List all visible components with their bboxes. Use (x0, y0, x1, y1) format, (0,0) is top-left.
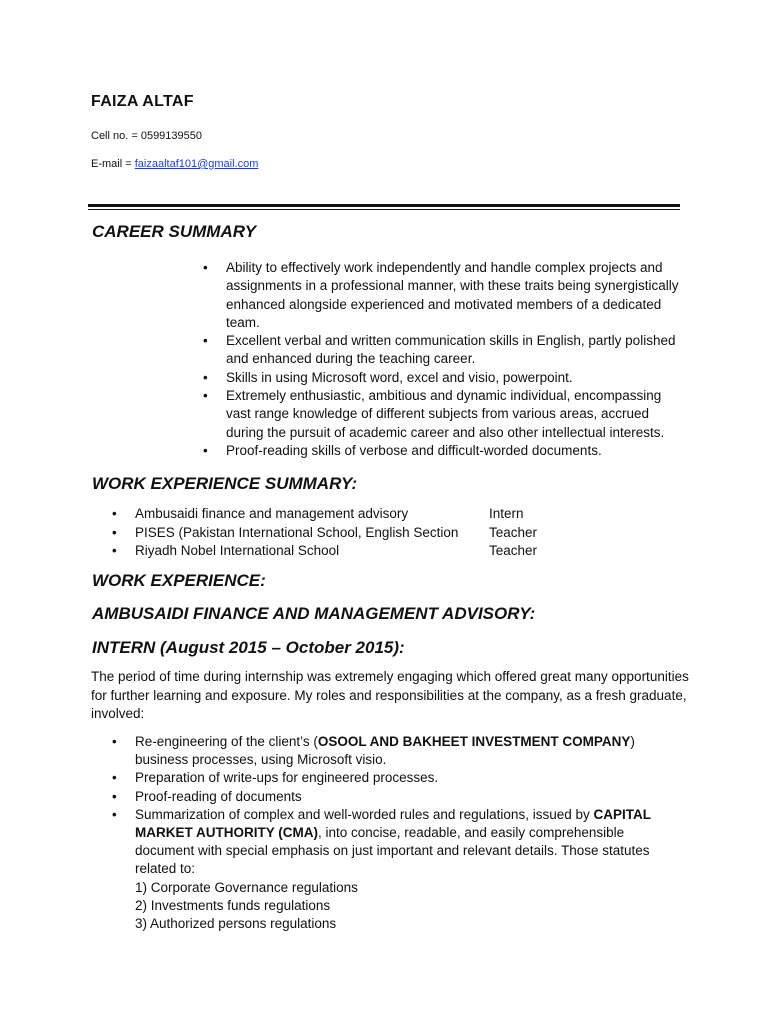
duty-text: Summarization of complex and well-worded rules and regulations, issued by (135, 806, 594, 822)
divider-thin (88, 209, 680, 210)
list-item: • Skills in using Microsoft word, excel and visio, powerpoint. (203, 369, 683, 387)
career-summary-heading: CAREER SUMMARY (92, 222, 257, 241)
organization: Ambusaidi finance and management advisory (135, 506, 409, 521)
candidate-name: FAIZA ALTAF (91, 93, 194, 110)
email-line (91, 158, 258, 170)
bullet: • (112, 543, 117, 558)
regulation-item: 2) Investments funds regulations (135, 897, 331, 913)
email-link[interactable]: faizaaltaf101@gmail.com (134, 158, 259, 170)
duty-text: ) business processes, using Microsoft visio. (135, 734, 635, 768)
work-experience-summary-heading: WORK EXPERIENCE SUMMARY: (92, 474, 358, 493)
list-item: • Extremely enthusiastic, ambitious and dynamic individual, encompassing vast range knowledge of different subjects from various areas, accrued during the pursuit of academic career and also other intellectual interests. (203, 387, 683, 442)
divider-thick (88, 204, 680, 207)
work-summary-list (112, 505, 572, 561)
work-summary-row (112, 505, 572, 524)
authority-name: CAPITAL MARKET AUTHORITY (CMA) (135, 806, 651, 841)
role: Intern (489, 506, 524, 521)
company-heading: AMBUSAIDI FINANCE AND MANAGEMENT ADVISORY: (92, 604, 536, 623)
list-item: • Proof-reading of documents (112, 788, 677, 806)
list-item (112, 806, 677, 933)
career-summary-list (203, 259, 683, 460)
list-item (112, 733, 677, 769)
cell-number: Cell no. = 0599139550 (91, 130, 203, 142)
work-summary-row (112, 542, 572, 561)
client-name: OSOOL AND BAKHEET INVESTMENT COMPANY (317, 734, 631, 749)
list-item: • Preparation of write-ups for engineered processes. (112, 769, 677, 787)
internship-intro: The period of time during internship was extremely engaging which offered great many opportunities for further learning and exposure. My roles and responsibilities at the company, as a fresh graduate, involved: (91, 669, 689, 721)
organization: PISES (Pakistan International School, English Section (135, 524, 459, 540)
list-item: • Proof-reading skills of verbose and difficult-worded documents. (203, 442, 683, 460)
duties-list (112, 733, 677, 933)
regulation-item: 3) Authorized persons regulations (135, 916, 337, 932)
position-heading: INTERN (August 2015 – October 2015): (92, 638, 405, 657)
duty-text: Re-engineering of the client’s ( (135, 734, 318, 749)
email-label: E-mail = (91, 158, 135, 170)
duty-text: , into concise, readable, and easily comprehensible document with special emphasis on just important and relevant details. Those statutes related to: (135, 825, 650, 877)
list-item: • Ability to effectively work independently and handle complex projects and assignments in a professional manner, with these traits being synergistically enhanced alongside experienced and motivated members of a dedicated team. (203, 259, 683, 332)
regulation-item: 1) Corporate Governance regulations (135, 879, 358, 895)
work-summary-row (112, 524, 572, 543)
bullet: • (112, 524, 117, 540)
organization: Riyadh Nobel International School (135, 543, 340, 558)
work-experience-heading: WORK EXPERIENCE: (92, 571, 266, 590)
role: Teacher (489, 524, 538, 540)
bullet: • (112, 506, 117, 521)
list-item: • Excellent verbal and written communication skills in English, partly polished and enhanced during the teaching career. (203, 332, 683, 369)
role: Teacher (489, 543, 538, 558)
